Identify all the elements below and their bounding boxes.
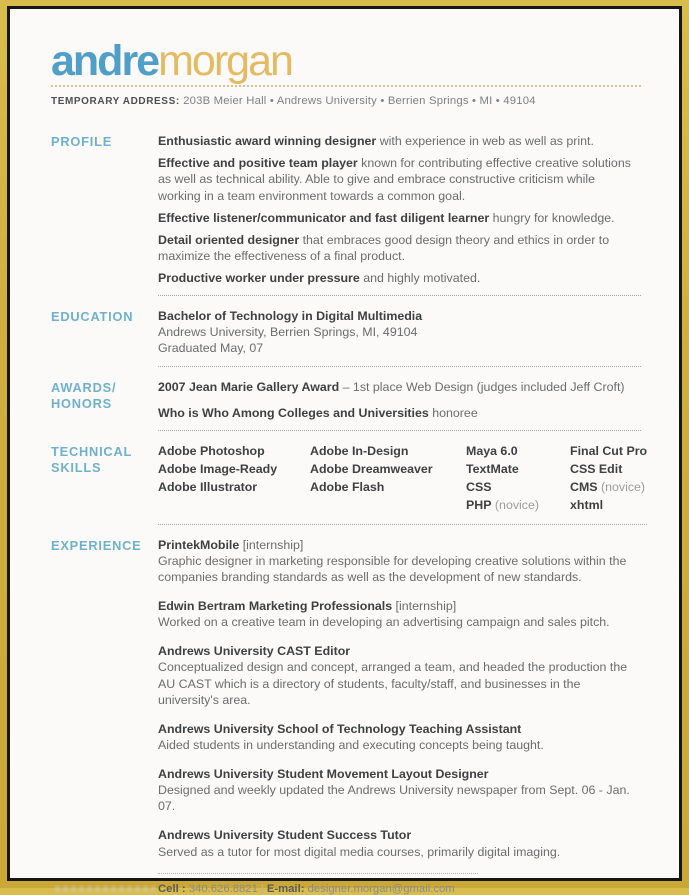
section-skills xyxy=(51,443,648,525)
skills-column-2 xyxy=(310,443,466,515)
page-title xyxy=(51,39,641,84)
skill-item xyxy=(310,443,466,461)
experience-tag: [internship] xyxy=(239,537,304,552)
profile-item-text: hungry for knowledge. xyxy=(489,210,615,225)
awards-heading-line2: HONORS xyxy=(51,395,112,411)
skill-item xyxy=(570,479,647,497)
watermark xyxy=(55,886,155,892)
skill-name: Adobe Flash xyxy=(310,479,385,494)
skill-item xyxy=(158,479,310,497)
skill-item xyxy=(466,443,570,461)
profile-item-text: that embraces good design theory and ethics in order to maximize the effectiveness of a final product. xyxy=(158,232,610,263)
section-heading-experience: EXPERIENCE xyxy=(51,537,142,553)
skill-item xyxy=(158,461,310,479)
experience-title xyxy=(158,721,641,737)
experience-title xyxy=(158,537,641,553)
skills-column-1 xyxy=(158,443,310,515)
profile-item-lead: Detail oriented designer xyxy=(158,232,300,247)
resume-page xyxy=(7,6,682,895)
experience-desc: Graphic designer in marketing responsible for developing creative solutions within the companies branding standards as well as the development of new standards. xyxy=(158,553,627,584)
section-awards xyxy=(51,379,641,431)
skill-name: Adobe Photoshop xyxy=(158,443,265,458)
experience-title-text: Edwin Bertram Marketing Professionals xyxy=(158,599,393,614)
skills-heading-line1: TECHNICAL xyxy=(51,443,133,459)
skills-content xyxy=(158,443,647,525)
section-heading-education: EDUCATION xyxy=(51,309,134,325)
education-content xyxy=(158,308,641,366)
experience-item xyxy=(158,766,641,814)
award-item-lead: Who is Who Among Colleges and Universities xyxy=(158,405,429,420)
education-graduated: Graduated May, 07 xyxy=(158,341,264,356)
experience-desc: Conceptualized design and concept, arranged a team, and headed the production the AU CAST which is a directory of students, faculty/staff, and businesses in the university's area. xyxy=(158,660,628,707)
skill-item xyxy=(466,497,570,515)
award-item xyxy=(158,379,641,395)
profile-item-lead: Enthusiastic award winning designer xyxy=(158,134,377,149)
skills-column-3 xyxy=(466,443,570,515)
skill-item xyxy=(310,461,466,479)
skill-item xyxy=(466,461,570,479)
skill-name: TextMate xyxy=(466,461,519,476)
experience-desc: Aided students in understanding and executing concepts being taught. xyxy=(158,737,544,752)
section-profile xyxy=(51,133,641,296)
last-name-text: morgan xyxy=(158,37,292,85)
profile-item xyxy=(158,210,641,226)
profile-item xyxy=(158,232,641,264)
name-underline xyxy=(51,85,641,87)
header xyxy=(10,9,679,107)
awards-heading-line1: AWARDS/ xyxy=(51,379,117,395)
skill-note: (novice) xyxy=(597,479,646,494)
skills-column-4 xyxy=(570,443,647,515)
skill-name: Adobe Illustrator xyxy=(158,479,258,494)
skill-note: (novice) xyxy=(491,497,539,512)
experience-title-text: Andrews University Student Success Tutor xyxy=(158,828,412,843)
profile-content xyxy=(158,133,641,296)
experience-title-text: Andrews University CAST Editor xyxy=(158,644,351,659)
skill-name: Adobe Dreamweaver xyxy=(310,461,433,476)
profile-item-text: and highly motivated. xyxy=(359,271,481,286)
section-experience xyxy=(51,537,641,874)
award-item-text: – 1st place Web Design (judges included Jeff Croft) xyxy=(339,379,625,394)
address-label: TEMPORARY ADDRESS: xyxy=(51,96,180,108)
experience-title xyxy=(158,598,641,614)
profile-item xyxy=(158,133,641,149)
profile-item-lead: Effective and positive team player xyxy=(158,156,358,171)
education-degree: Bachelor of Technology in Digital Multimedia xyxy=(158,309,423,324)
resume-body xyxy=(10,133,679,874)
experience-title-text: Andrews University School of Technology Teaching Assistant xyxy=(158,721,522,736)
section-heading-skills xyxy=(51,443,158,525)
section-education xyxy=(51,308,641,366)
experience-content xyxy=(158,537,641,874)
skill-name: CMS xyxy=(570,479,598,494)
profile-item-lead: Effective listener/communicator and fast diligent learner xyxy=(158,210,490,225)
skill-item xyxy=(570,443,647,461)
email-label: E-mail: xyxy=(266,882,305,895)
first-name-text: andre xyxy=(51,37,159,85)
contact-separator: | xyxy=(260,882,264,895)
experience-item xyxy=(158,827,641,859)
education-school: Andrews University, Berrien Springs, MI, 49104 xyxy=(158,325,418,340)
skill-item xyxy=(570,461,647,479)
awards-content xyxy=(158,379,641,431)
cell-label: Cell : xyxy=(158,882,186,895)
award-item-text: honoree xyxy=(428,405,478,420)
experience-title xyxy=(158,643,641,659)
profile-item xyxy=(158,270,641,286)
experience-tag: [internship] xyxy=(392,599,457,614)
experience-item xyxy=(158,537,641,585)
experience-title xyxy=(158,766,641,782)
experience-title-text: Andrews University Student Movement Layout Designer xyxy=(158,767,489,782)
email-value: designer.morgan@gmail.com xyxy=(304,882,455,895)
section-heading-profile: PROFILE xyxy=(51,134,113,150)
experience-title xyxy=(158,827,641,843)
address-value: 203B Meier Hall • Andrews University • Berrien Springs • MI • 49104 xyxy=(183,95,536,108)
skill-item xyxy=(466,479,570,497)
footer xyxy=(10,883,679,895)
experience-desc: Worked on a creative team in developing an advertising campaign and sales pitch. xyxy=(158,615,610,630)
profile-item xyxy=(158,155,641,203)
profile-item-text: known for contributing effective creative solutions as well as technical ability. Able to give and embrace constructive criticism while working in a team environment towards a common goal. xyxy=(158,156,631,203)
skills-grid xyxy=(158,443,647,515)
section-heading-awards xyxy=(51,379,158,431)
skill-name: PHP xyxy=(466,497,492,512)
experience-item xyxy=(158,643,641,708)
skill-name: Final Cut Pro xyxy=(570,443,648,458)
skill-item xyxy=(158,443,310,461)
cell-value: 340.626.8821 xyxy=(185,882,258,895)
experience-item xyxy=(158,721,641,753)
experience-item xyxy=(158,598,641,630)
experience-desc: Served as a tutor for most digital media courses, primarily digital imaging. xyxy=(158,844,561,859)
profile-item-lead: Productive worker under pressure xyxy=(158,271,360,286)
skill-name: CSS xyxy=(466,479,492,494)
experience-title-text: PrintekMobile xyxy=(158,537,240,552)
skill-name: CSS Edit xyxy=(570,461,623,476)
footer-divider xyxy=(158,873,478,874)
award-item xyxy=(158,405,641,421)
skill-item xyxy=(570,497,647,515)
address-line xyxy=(51,95,641,107)
award-item-lead: 2007 Jean Marie Gallery Award xyxy=(158,379,340,394)
contact-line xyxy=(158,883,641,895)
profile-item-text: with experience in web as well as print. xyxy=(376,134,594,149)
skill-item xyxy=(310,479,466,497)
skill-name: Adobe Image-Ready xyxy=(158,461,278,476)
skill-name: xhtml xyxy=(570,497,604,512)
experience-desc: Designed and weekly updated the Andrews University newspaper from Sept. 06 - Jan. 07. xyxy=(158,783,630,814)
skill-name: Maya 6.0 xyxy=(466,443,518,458)
skill-name: Adobe In-Design xyxy=(310,443,409,458)
skills-heading-line2: SKILLS xyxy=(51,459,102,475)
